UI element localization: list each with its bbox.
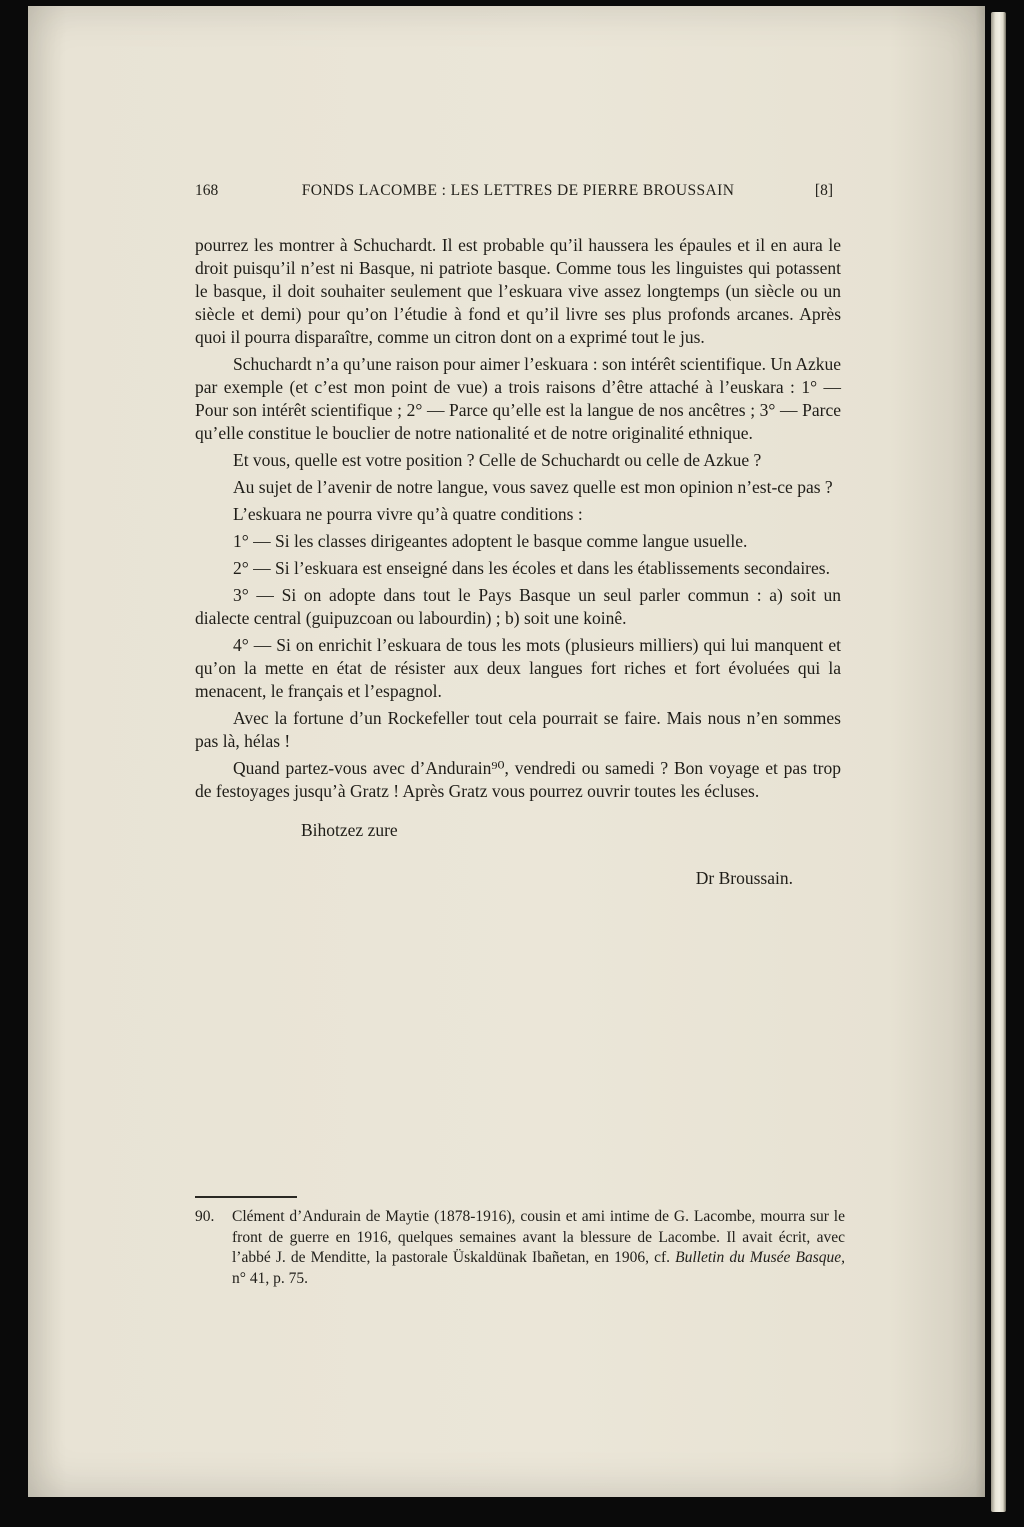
paragraph: 2° — Si l’eskuara est enseigné dans les écoles et dans les établissements secondaires. (233, 558, 830, 578)
paragraph: Schuchardt n’a qu’une raison pour aimer l’eskuara : son intérêt scientifique. Un Azkue par exemple (et c’est mon point de vue) a trois raisons d’être attaché à l’euskara : 1° — Pour son intérêt scientifique ; 2° — Parce qu’elle est la langue de nos ancêtres ; 3° — Parce qu’elle constitue le bouclier de notre nationalité et de notre originalité ethnique. (195, 354, 841, 443)
paragraph: Avec la fortune d’un Rockefeller tout cela pourrait se faire. Mais nous n’en sommes pas là, hélas ! (195, 708, 841, 751)
footnote-text-italic: Bulletin du Musée Basque, (675, 1249, 845, 1266)
paragraphs (195, 234, 841, 803)
signature: Dr Broussain. (695, 868, 793, 888)
page-edge-strip (991, 12, 1006, 1512)
paragraph: L’eskuara ne pourra vivre qu’à quatre conditions : (233, 504, 583, 524)
paragraph: Quand partez-vous avec d’Andurain⁹⁰, vendredi ou samedi ? Bon voyage et pas trop de festoyages jusqu’à Gratz ! Après Gratz vous pourrez ouvrir toutes les écluses. (195, 758, 841, 801)
book-page (28, 6, 985, 1497)
footnote (195, 1196, 845, 1289)
paragraph: pourrez les montrer à Schuchardt. Il est probable qu’il haussera les épaules et il en aura le droit puisqu’il n’est ni Basque, ni patriote basque. Comme tous les linguistes qui potassent le basque, il doit souhaiter seulement que l’eskuara vive assez longtemps (un siècle ou un siècle et demi) pour qu’on l’étudie à fond et qu’il livre ses plus profonds arcanes. Après quoi il pourra disparaître, comme un citron dont on a exprimé tout le jus. (195, 235, 841, 347)
paragraph: 3° — Si on adopte dans tout le Pays Basque un seul parler commun : a) soit un dialecte central (guipuzcoan ou labourdin) ; b) soit une koinê. (195, 585, 841, 628)
page-header (195, 182, 841, 202)
footnote-text-part: n° 41, p. 75. (232, 1269, 308, 1287)
footnote-text (232, 1207, 845, 1289)
footnote-text-part: Clément d’Andurain de Maytie (1878-1916), cousin et ami intime de G. Lacombe, mourra sur le front de guerre en 1916, quelques semaines avant la blessure de Lacombe. Il avait écrit, avec l’abbé J. de Menditte, la pastorale Üskaldünak Ibañetan, en 1906, cf. (232, 1208, 845, 1266)
footnote-number: 90. (195, 1208, 215, 1225)
page-number: 168 (195, 182, 219, 199)
paragraph: 4° — Si on enrichit l’eskuara de tous les mots (plusieurs milliers) qui lui manquent et qu’on la mette en état de résister aux deux langues fort riches et fort évoluées qui la menacent, le français et l’espagnol. (195, 635, 841, 701)
section-marker: [8] (814, 182, 833, 199)
letter-body (195, 234, 841, 890)
paragraph: Et vous, quelle est votre position ? Celle de Schuchardt ou celle de Azkue ? (233, 450, 762, 470)
text-column (195, 182, 841, 890)
closing-salutation: Bihotzez zure (301, 820, 398, 840)
footnote-rule (195, 1196, 297, 1198)
paragraph: 1° — Si les classes dirigeantes adoptent le basque comme langue usuelle. (233, 531, 748, 551)
footnote-body (195, 1207, 845, 1289)
paragraph: Au sujet de l’avenir de notre langue, vous savez quelle est mon opinion n’est-ce pas ? (233, 477, 833, 497)
running-title: FONDS LACOMBE : LES LETTRES DE PIERRE BROUSSAIN (301, 182, 735, 199)
